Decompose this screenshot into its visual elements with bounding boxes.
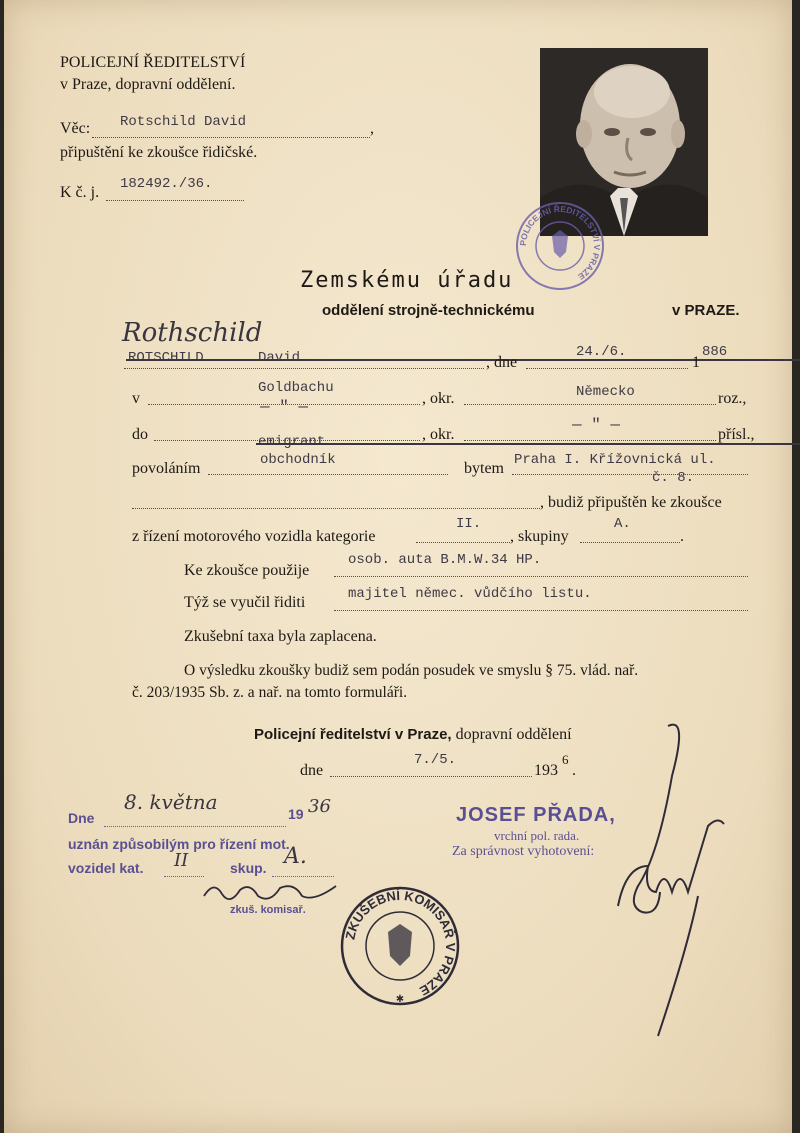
- footer-year-suffix: 6: [562, 752, 569, 767]
- office-line2: v Praze, dopravní oddělení.: [60, 76, 236, 93]
- subject-line: připuštění ke zkoušce řidičské.: [60, 144, 258, 161]
- official-signature: [598, 716, 738, 1046]
- first-name: David: [258, 350, 301, 366]
- result-vozidel-label: vozidel kat.: [68, 860, 144, 876]
- commissioner-stamp-text: ZKUŠEBNÍ KOMISAŘ V PRAZE: [342, 887, 459, 999]
- residence-struck: emigrant: [258, 434, 800, 450]
- result-skup-hand: A.: [284, 844, 307, 869]
- vec-value: Rotschild David: [120, 114, 247, 130]
- addressee-title: Zemskému úřadu: [300, 268, 514, 293]
- commissioner-label: zkuš. komisař.: [230, 904, 306, 916]
- fee-text: Zkušební taxa byla zaplacena.: [184, 628, 377, 645]
- okr-label-1: , okr.: [422, 390, 455, 407]
- skupiny-label: , skupiny: [510, 528, 569, 545]
- birth-district: Německo: [576, 384, 635, 400]
- result-line2: č. 203/1935 Sb. z. a nař. na tomto formuláři.: [132, 684, 408, 701]
- result-skup-label: skup.: [230, 860, 267, 876]
- birth-year: 886: [702, 344, 728, 360]
- address-line2: č. 8.: [652, 470, 695, 486]
- povolanim-label: povoláním: [132, 460, 201, 477]
- signer-name: JOSEF PŘADA,: [456, 804, 616, 826]
- bytem-label: bytem: [464, 460, 504, 477]
- kcj-value: 182492./36.: [120, 176, 213, 192]
- category-label: z řízení motorového vozidla kategorie: [132, 528, 376, 545]
- police-round-stamp: [514, 200, 606, 292]
- footer-year-prefix: 193: [534, 762, 558, 779]
- category-value: II.: [456, 516, 482, 532]
- address-line1: Praha I. Křížovnická ul.: [514, 452, 716, 468]
- result-dne-label: Dne: [68, 810, 95, 826]
- result-year-prefix: 19: [288, 806, 304, 822]
- document-sheet: POLICEJNÍ ŘEDITELSTVÍ v Praze, dopravní oddělení. Věc: , Rotschild David připuštění ke zkoušce řidičské. K č. j. 182492./36. POLICEJNÍ ŘEDITELSTVÍ V PRAZE Zemskému úřadu oddělení strojně-technickému v PRAZE. Rothschild ROTSCHILD David , dne 24./6. 1 886 v Goldbachu , okr. Německo roz., do — " — emigrant , okr. — " — přísl., povoláním obchodník bytem Praha I. Křížovnická ul. č. 8. , budiž připuštěn ke zkoušce z řízení motorového vozidla kategorie II. , skupiny A. . Ke zkoušce použije osob. auta B.M.W.34 HP. Týž se vyučil řiditi majitel němec. vůdčího listu. Zkušební taxa byla zaplacena. O výsledku zkoušky budiž sem podán posudek ve smyslu § 75. vlád. nař. č. 203/1935 Sb. z. a nař. na tomto formuláři. Policejní ředitelství v Praze, dopravní oddělení dne 7./5. 193 6 . JOSEF PŘADA, vrchní pol. rada. Za správnost vyhotovení: Dne 8. května 19 36 uznán způsobilým pro řízení mot. vozidel kat. II skup. A. zkuš. komisař. ZKUŠEBNÍ KOMISAŘ V PRAZE ✱: [4, 0, 792, 1133]
- addressee-city: v PRAZE.: [672, 302, 740, 319]
- group-value: A.: [614, 516, 631, 532]
- admitted-text: , budiž připuštěn ke zkoušce: [540, 494, 722, 511]
- practice-label: Týž se vyučil řiditi: [184, 594, 306, 611]
- signer-correct: Za správnost vyhotovení:: [452, 844, 595, 859]
- roz-label: roz.,: [718, 390, 747, 407]
- vehicle-value: osob. auta B.M.W.34 HP.: [348, 552, 542, 568]
- footer-office: [254, 726, 572, 744]
- result-year-hand: 36: [308, 796, 331, 817]
- applicant-signature: Rothschild: [122, 318, 263, 348]
- prisl-label: přísl.,: [718, 426, 755, 443]
- addressee-dept: oddělení strojně-technickému: [322, 302, 535, 319]
- okr-label-2: , okr.: [422, 426, 455, 443]
- footer-dne-label: dne: [300, 762, 324, 779]
- signer-title: vrchní pol. rada.: [494, 828, 580, 843]
- footer-date: 7./5.: [414, 752, 457, 768]
- office-line1: POLICEJNÍ ŘEDITELSTVÍ: [60, 54, 246, 71]
- commissioner-round-stamp: [338, 884, 462, 1008]
- footer-office-rest: dopravní oddělení: [451, 726, 572, 743]
- vehicle-label: Ke zkoušce použije: [184, 562, 310, 579]
- result-line2: uznán způsobilým pro řízení mot.: [68, 836, 290, 852]
- v-label: v: [132, 390, 140, 407]
- do-label: do: [132, 426, 148, 443]
- residence-dash: — " —: [260, 398, 309, 416]
- result-kat-hand: II: [174, 850, 189, 871]
- svg-text:✱: ✱: [395, 994, 405, 1005]
- kcj-dotted-line: [106, 200, 244, 201]
- birthplace: Goldbachu: [258, 380, 334, 396]
- practice-value: majitel němec. vůdčího listu.: [348, 586, 592, 602]
- vec-dotted-line: [92, 137, 370, 138]
- birth-year-prefix: 1: [692, 354, 700, 371]
- result-line1: O výsledku zkoušky budiž sem podán posudek ve smyslu § 75. vlád. nař.: [184, 662, 639, 679]
- result-date-hand: 8. května: [124, 790, 218, 814]
- dne-label: , dne: [486, 354, 518, 371]
- footer-office-bold: Policejní ředitelství v Praze,: [254, 726, 452, 743]
- vec-label: Věc:: [60, 120, 91, 137]
- kcj-label: K č. j.: [60, 184, 100, 201]
- occupation: obchodník: [260, 452, 336, 468]
- police-stamp-text: POLICEJNÍ ŘEDITELSTVÍ V PRAZE: [517, 203, 603, 282]
- district2-dash: — " —: [572, 416, 621, 434]
- birth-date: 24./6.: [576, 344, 627, 360]
- surname-struck: ROTSCHILD: [128, 350, 800, 366]
